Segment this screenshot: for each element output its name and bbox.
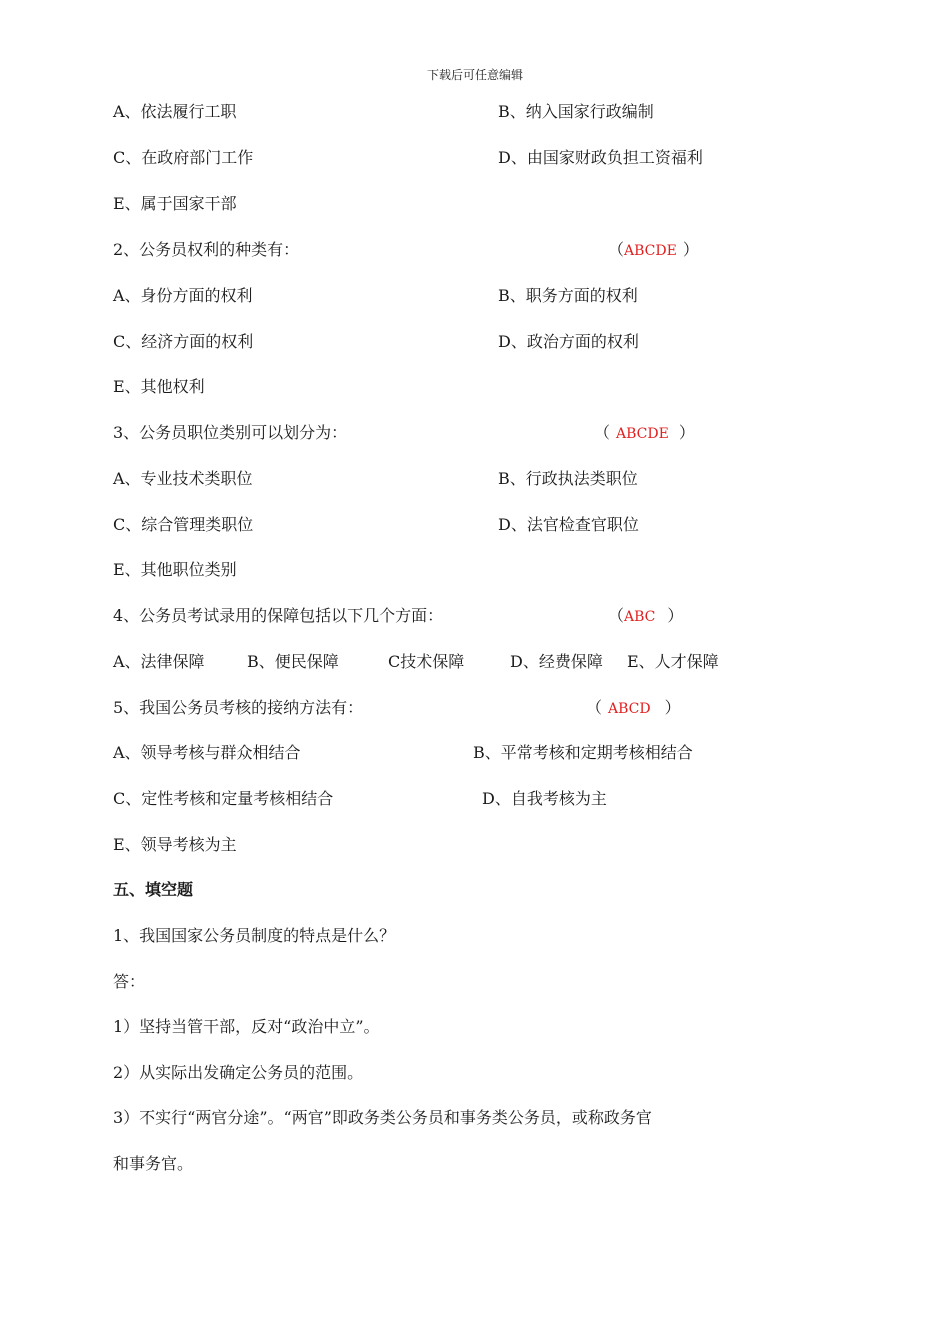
q1-option-c: C、在政府部门工作 [113,148,254,167]
q3-close-paren: ） [678,423,695,442]
q3-question: 3、公务员职位类别可以划分为： [113,423,348,442]
q2-open-paren: （ [608,240,625,259]
q3-option-b: B、行政执法类职位 [498,469,638,488]
q5-answer-text: ABCD [608,701,651,717]
q4-question: 4、公务员考试录用的保障包括以下几个方面： [113,606,444,625]
q5-option-c: C、定性考核和定量考核相结合 [113,789,334,808]
q2-option-d: D、政治方面的权利 [498,332,639,351]
q2-answer-text: ABCDE [624,243,677,259]
q3-open-paren: （ [594,423,611,442]
q4-answer-text: ABC [624,609,656,625]
answer-point-3-continued: 和事务官。 [113,1154,194,1173]
q5-open-paren: （ [586,698,603,717]
section-question: 1、我国国家公务员制度的特点是什么？ [113,926,396,945]
q1-option-a: A、依法履行工职 [113,102,237,121]
q2-option-c: C、经济方面的权利 [113,332,254,351]
q4-option-d: D、经费保障 [510,652,603,671]
q3-answer-text: ABCDE [616,426,669,442]
q4-option-a: A、法律保障 [113,652,205,671]
q5-option-d: D、自我考核为主 [482,789,607,808]
q5-option-e: E、领导考核为主 [113,835,237,854]
q3-option-c: C、综合管理类职位 [113,515,254,534]
q4-option-e: E、人才保障 [627,652,719,671]
q2-close-paren: ） [682,240,699,259]
q2-option-e: E、其他权利 [113,377,205,396]
q4-answer [608,606,683,627]
q2-option-a: A、身份方面的权利 [113,286,253,305]
q5-option-b: B、平常考核和定期考核相结合 [473,743,693,762]
q3-answer [594,423,695,444]
answer-point-1: 1）坚持当管干部，反对“政治中立”。 [113,1017,380,1036]
answer-point-2: 2）从实际出发确定公务员的范围。 [113,1063,364,1082]
q1-option-b: B、纳入国家行政编制 [498,102,654,121]
answer-point-3: 3）不实行“两官分途”。“两官”即政务类公务员和事务类公务员，或称政务官 [113,1108,652,1127]
q3-option-a: A、专业技术类职位 [113,469,253,488]
q2-answer [608,240,699,261]
q2-option-b: B、职务方面的权利 [498,286,638,305]
q2-question: 2、公务员权利的种类有： [113,240,300,259]
page-header: 下载后可任意编辑 [426,68,523,82]
q1-option-e: E、属于国家干部 [113,194,237,213]
q5-answer [586,698,681,719]
q4-open-paren: （ [608,606,625,625]
q5-close-paren: ） [664,698,681,717]
q4-close-paren: ） [667,606,684,625]
section-heading: 五、填空题 [113,880,194,899]
q5-option-a: A、领导考核与群众相结合 [113,743,301,762]
q3-option-e: E、其他职位类别 [113,560,237,579]
q3-option-d: D、法官检查官职位 [498,515,639,534]
q5-question: 5、我国公务员考核的接纳方法有： [113,698,364,717]
q1-option-d: D、由国家财政负担工资福利 [498,148,703,167]
q4-option-b: B、便民保障 [247,652,339,671]
answer-label: 答： [113,972,146,991]
q4-option-c: C技术保障 [388,652,465,671]
